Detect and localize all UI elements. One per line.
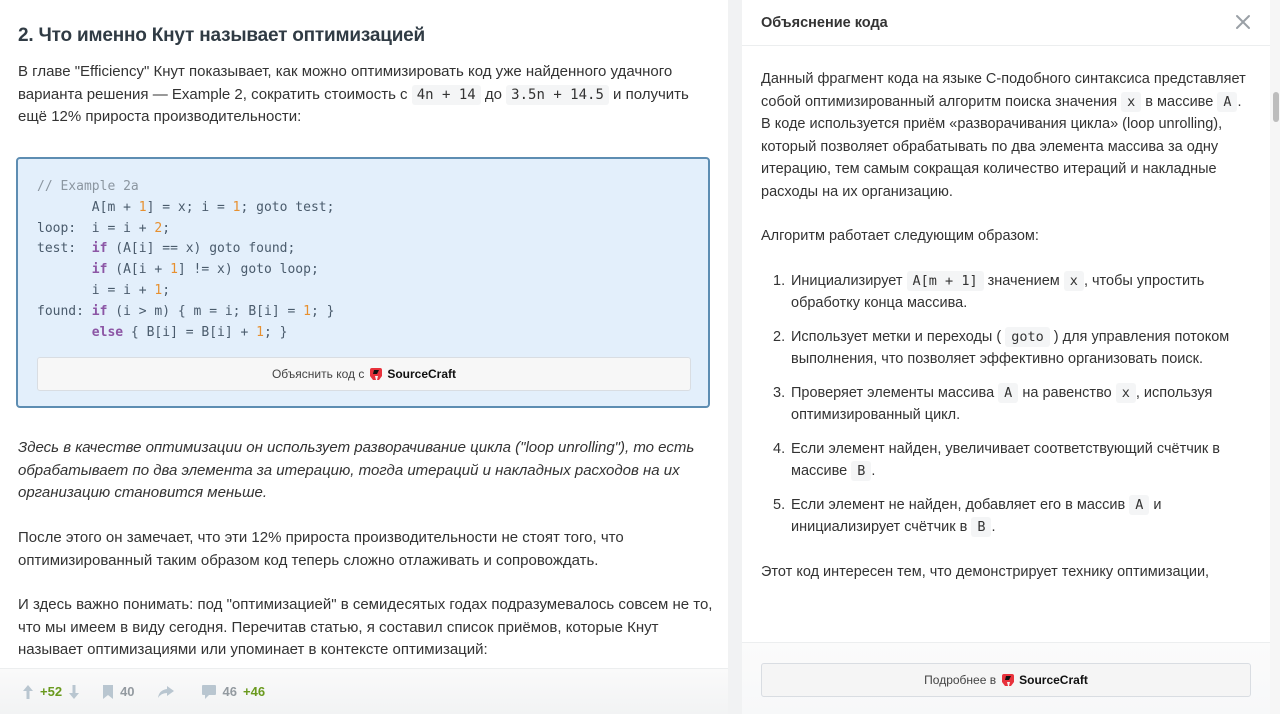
share-icon	[157, 685, 175, 699]
arrow-down-icon[interactable]	[68, 684, 80, 700]
bookmarks-count: 40	[120, 684, 135, 699]
arrow-up-icon[interactable]	[22, 684, 34, 700]
code-line: loop: i = i + 2;	[37, 220, 171, 236]
article-paragraph-tradeoff: После этого он замечает, что эти 12% прироста производительности не стоят того, что оптимизированный таким образом код теперь сложно отлаживать и сопровождать.	[18, 529, 624, 569]
section-heading: 2. Что именно Кнут называет оптимизацией	[18, 25, 426, 46]
code-line: test: if (A[i] == x) goto found;	[37, 241, 296, 257]
comments-button[interactable]	[201, 684, 266, 700]
panel-title: Объяснение кода	[761, 14, 888, 31]
step-item: 5. Если элемент не найден, добавляет его в массив A и инициализирует счётчик в B .	[773, 496, 1162, 535]
explanation-intro: Данный фрагмент кода на языке C-подобного синтаксиса представляет собой оптимизированный алгоритм поиска значения x в массиве A . В коде используется приём «разворачивания цикла» (loop unrolling), который позволяет обрабатывать по два элемента массива за одну итерацию, тем самым сокращая количество итераций и накладные расходы на их организацию.	[761, 71, 1246, 200]
panel-header	[742, 0, 1270, 46]
explain-code-button[interactable]: Объяснить код с SourceCraft	[37, 357, 691, 391]
step-item: 1. Инициализирует A[m + 1] значением x , чтобы упростить обработку конца массива.	[773, 272, 1205, 311]
code-line: i = i + 1;	[37, 282, 171, 298]
code-line: A[m + 1] = x; i = 1; goto test;	[37, 199, 335, 215]
panel-scrollbar-thumb[interactable]	[1273, 92, 1279, 122]
step-item: 3. Проверяет элементы массива A на равенство x , используя оптимизированный цикл.	[773, 384, 1213, 423]
explanation-outro: Этот код интересен тем, что демонстрирует технику оптимизации,	[761, 563, 1210, 580]
panel-body	[761, 68, 1251, 605]
sourcecraft-brand: SourceCraft	[1001, 673, 1088, 687]
panel-divider	[728, 0, 742, 714]
close-icon[interactable]	[1234, 13, 1252, 31]
share-button[interactable]	[157, 685, 175, 699]
comments-new-count: +46	[243, 684, 266, 699]
inline-code: 3.5n + 14.5	[506, 85, 609, 105]
more-in-sourcecraft-button[interactable]: Подробнее в SourceCraft	[761, 663, 1251, 697]
code-line: found: if (i > m) { m = i; B[i] = 1; }	[37, 303, 335, 319]
comments-count: 46	[222, 684, 237, 699]
bookmark-icon	[102, 684, 114, 700]
code-listing: // Example 2a A[m + 1] = x; i = 1; goto test; loop: i = i + 2; test: if (A[i] == x) goto found; if (A[i + 1] != x) goto loop; i = i + 1; found: if (i > m) { m = i; B[i] = 1; } else { B[i] = B[i] + 1; }	[37, 179, 335, 340]
inline-code: 4n + 14	[412, 85, 481, 105]
bookmark-button[interactable]	[102, 684, 134, 700]
code-line: else { B[i] = B[i] + 1; }	[91, 324, 288, 340]
code-line: if (A[i + 1] != x) goto loop;	[91, 262, 319, 278]
step-item: 4. Если элемент найден, увеличивает соответствующий счётчик в массиве B .	[773, 440, 1220, 479]
inline-code: x	[1121, 92, 1141, 112]
article-footer-bar	[0, 668, 728, 714]
code-explanation-panel	[742, 0, 1270, 714]
article-paragraph-list-intro: И здесь важно понимать: под "оптимизацией" в семидесятых годах подразумевалось совсем не то, что мы имеем в виду сегодня. Перечитав статью, я составил список приёмов, которые Кнут называет оптимизациями или упоминает в контексте оптимизаций:	[18, 596, 713, 658]
sourcecraft-logo-icon	[369, 368, 383, 381]
article-paragraph-unrolling: Здесь в качестве оптимизации он использует разворачивание цикла ("loop unrolling"), то есть обрабатывает по два элемента за итерацию, тогда итераций и накладных расходов на их организацию становится меньше.	[18, 439, 695, 501]
sourcecraft-brand: SourceCraft	[369, 367, 456, 381]
comment-icon	[201, 684, 217, 700]
step-item: 2. Использует метки и переходы ( goto ) для управления потоком выполнения, что позволяет эффективно организовать поиск.	[773, 328, 1230, 367]
code-block[interactable]	[16, 157, 710, 408]
algorithm-steps	[773, 270, 1251, 539]
inline-code: A	[1217, 92, 1237, 112]
vote-group	[22, 684, 80, 700]
sourcecraft-logo-icon	[1001, 674, 1015, 687]
rating-value: +52	[40, 684, 63, 699]
panel-footer	[742, 642, 1270, 714]
article-paragraph-intro: В главе "Efficiency" Кнут показывает, как можно оптимизировать код уже найденного удачного варианта решения — Example 2, сократить стоимость с 4n + 14 до 3.5n + 14.5 и получить ещё 12% прироста производительности:	[18, 63, 689, 125]
algorithm-heading: Алгоритм работает следующим образом:	[761, 228, 1039, 244]
